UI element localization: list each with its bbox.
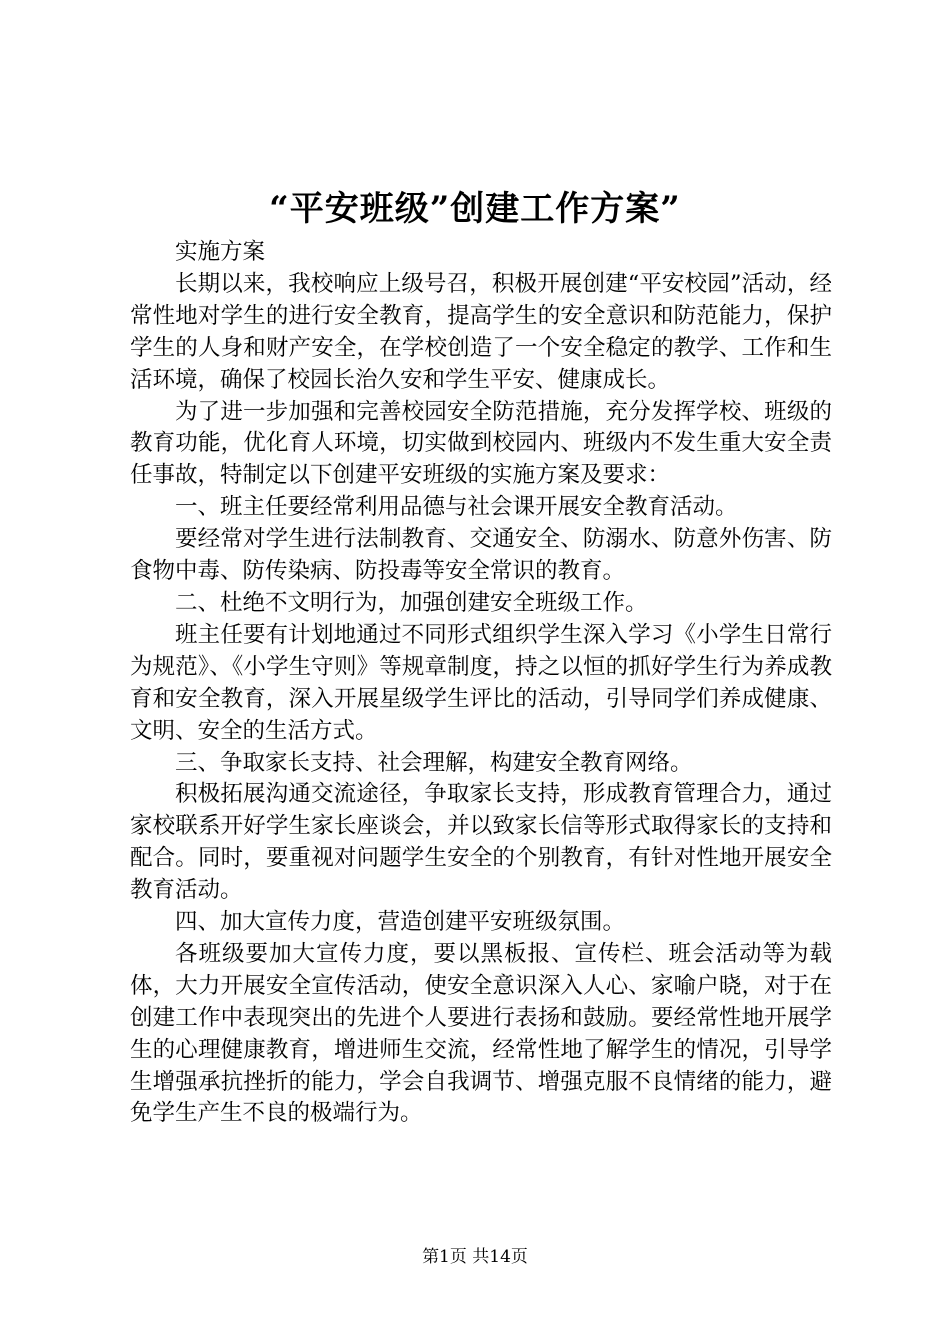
paragraph: 长期以来，我校响应上级号召，积极开展创建“平安校园”活动，经常性地对学生的进行安全教育，提高学生的安全意识和防范能力，保护学生的人身和财产安全，在学校创造了一个安全稳定的教学、工作和生活环境，确保了校园长治久安和学生平安、健康成长。 [130,270,832,393]
paragraph: 积极拓展沟通交流途径，争取家长支持，形成教育管理合力，通过家校联系开好学生家长座谈会，并以致家长信等形式取得家长的支持和配合。同时，要重视对问题学生安全的个别教育，有针对性地开展安全教育活动。 [130,781,832,904]
page-number-footer: 第1页 共14页 [422,1247,528,1267]
document-body [130,237,832,1130]
document-title: “平安班级”创建工作方案” [269,189,681,229]
paragraph: 班主任要有计划地通过不同形式组织学生深入学习《小学生日常行为规范》、《小学生守则》等规章制度，持之以恒的抓好学生行为养成教育和安全教育，深入开展星级学生评比的活动，引导同学们养成健康、文明、安全的生活方式。 [130,621,832,744]
paragraph: 各班级要加大宣传力度，要以黑板报、宣传栏、班会活动等为载体，大力开展安全宣传活动，使安全意识深入人心、家喻户晓，对于在创建工作中表现突出的先进个人要进行表扬和鼓励。要经常性地开展学生的心理健康教育，增进师生交流，经常性地了解学生的情况，引导学生增强承抗挫折的能力，学会自我调节、增强克服不良情绪的能力，避免学生产生不良的极端行为。 [130,940,832,1127]
section-heading: 一、班主任要经常利用品德与社会课开展安全教育活动。 [175,494,738,521]
paragraph: 为了进一步加强和完善校园安全防范措施，充分发挥学校、班级的教育功能，优化育人环境，切实做到校园内、班级内不发生重大安全责任事故，特制定以下创建平安班级的实施方案及要求： [130,398,832,489]
section-heading: 二、杜绝不文明行为，加强创建安全班级工作。 [175,589,648,616]
section-heading: 三、争取家长支持、社会理解，构建安全教育网络。 [175,749,693,776]
section-heading: 四、加大宣传力度，营造创建平安班级氛围。 [175,909,626,936]
paragraph-heading: 实施方案 [175,239,266,265]
paragraph: 要经常对学生进行法制教育、交通安全、防溺水、防意外伤害、防食物中毒、防传染病、防投毒等安全常识的教育。 [130,526,832,585]
